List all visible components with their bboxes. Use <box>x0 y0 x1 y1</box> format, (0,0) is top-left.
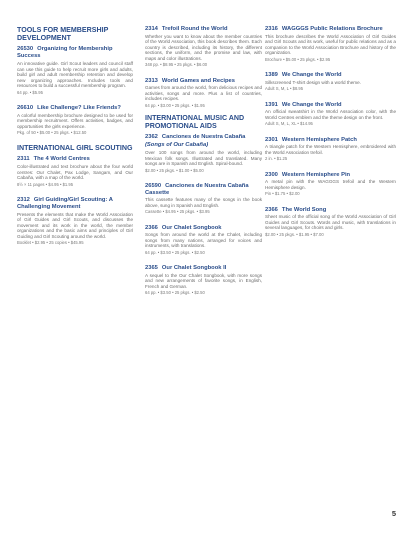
entry-price: 2 in. • $1.25 <box>265 156 288 162</box>
entry-price: Pkg. of 50 • $5.00 • 25 pkgs. • $12.50 <box>17 130 87 135</box>
entry-title-text: Our Chalet Songbook II <box>161 265 227 271</box>
entry-price: 348 pp. • $8.95 • 25 pkgs. • $6.00 <box>145 62 208 68</box>
entry-price: Adult S, M, L, XL • $14.95 <box>265 121 313 127</box>
catalog-entry <box>145 265 262 296</box>
spacer <box>145 215 262 221</box>
entry-title <box>145 225 262 232</box>
entry-number: 2366 <box>145 224 158 231</box>
entry-price: $2.00 • 25 pkgs. • $1.95 • $7.00 <box>265 231 324 237</box>
entry-price: Booklet • $2.95 • 25 copies • $45.95 <box>17 240 84 245</box>
entry-title <box>17 156 133 163</box>
entry-description: Sheet music of the official song of the World Association of Girl Guides and Girl Scouts. Words and music, with translations in several languages, for choirs and girls. <box>265 214 396 231</box>
spacer <box>265 197 396 203</box>
entry-number: 2314 <box>145 26 158 32</box>
entry-number: 1391 <box>265 101 278 108</box>
entry-title-text: Organizing for Membership Success <box>17 46 113 60</box>
entry-description: A colorful membership brochure designed to be used for membership recruitment. Offers activities, badges, and opportunities the girls experience. <box>17 112 133 129</box>
entry-description: This cassette features many of the songs in the book above, sung in Spanish and English. <box>145 197 262 208</box>
catalog-entry <box>265 72 396 92</box>
spacer <box>145 173 262 179</box>
entry-description: A metal pin with the WAGGGS trefoil and the Western Hemisphere design. <box>265 179 396 190</box>
entry-title <box>265 172 396 179</box>
entry-description: Songs from around the world at the Chalet, including songs from many nations, arranged for voices and instruments, with translations. <box>145 232 262 249</box>
entry-number: 26530 <box>17 46 34 53</box>
entry-title-text: Our Chalet Songbook <box>161 224 222 231</box>
entry-description: An innovative guide. Girl Scout leaders and council staff can use this guide to help recruit more girls and adults, build girl and adult membership retention and develop new organizing approaches. Includes tools and resources to build a successful membership program. <box>17 61 133 88</box>
entry-number: 2365 <box>145 265 158 271</box>
entry-title <box>145 134 262 141</box>
spacer <box>265 62 396 68</box>
entry-number: 2316 <box>265 26 278 32</box>
entry-price: Pin • $1.75 • $2.00 <box>265 191 300 197</box>
catalog-entry <box>265 137 396 162</box>
entry-title <box>265 207 396 214</box>
page-number: 5 <box>391 509 396 518</box>
entry-number: 1389 <box>265 72 278 78</box>
catalog-entry <box>265 26 396 62</box>
entry-number: 2362 <box>145 134 158 141</box>
catalog-entry <box>17 46 133 94</box>
entry-title <box>145 265 262 272</box>
catalog-entry <box>145 183 262 215</box>
entry-price: 64 pp. • $3.50 • 25 pkgs. • $2.50 <box>145 249 205 255</box>
entry-number: 26610 <box>17 104 34 111</box>
entry-title <box>265 102 396 109</box>
spacer <box>265 92 396 98</box>
entry-title-text: The World Song <box>281 206 327 213</box>
catalog-entry <box>265 102 396 127</box>
entry-description: Games from around the world, from delicious recipes and activities, songs and more. Plus a list of countries, includes recipes. <box>145 85 262 102</box>
section-heading-international: INTERNATIONAL GIRL SCOUTING <box>17 144 133 153</box>
entry-title-text: Like Challenge? Like Friends? <box>37 104 121 111</box>
spacer <box>17 95 133 101</box>
entry-title <box>265 137 396 144</box>
entry-title <box>145 26 262 33</box>
entry-number: 2300 <box>265 171 278 178</box>
entry-title <box>145 183 262 197</box>
entry-price: 8½ × 11 pages • $4.95 • $1.95 <box>17 181 74 187</box>
section-heading-music: INTERNATIONAL MUSIC AND PROMOTIONAL AIDS <box>145 114 245 131</box>
entry-description: Silkscreened T-shirt design with a world theme. <box>265 79 361 85</box>
entry-title <box>145 78 262 85</box>
entry-number: 2312 <box>17 196 30 203</box>
entry-title-text: Girl Guiding/Girl Scouting: A Challenging Movement <box>17 196 113 210</box>
spacer <box>145 68 262 74</box>
entry-number: 2366 <box>265 206 278 213</box>
entry-description: An official sweatshirt in the World Association color, with the World Centres emblem and the theme design on the front. <box>265 109 396 120</box>
entry-price: 64 pp. • $5.95 <box>17 89 43 95</box>
catalog-entry <box>265 207 396 238</box>
catalog-entry <box>17 105 133 136</box>
entry-title <box>265 26 396 33</box>
entry-description: A sequel to the Our Chalet Songbook, with more songs and new arrangements of favorite songs, in English, French and German. <box>145 272 262 289</box>
catalog-entry <box>17 197 133 245</box>
entry-title-text: Canciones de Nuestra Cabaña <box>161 134 246 141</box>
entry-price: Cassette • $4.95 • 25 pkgs. • $3.95 <box>145 209 210 215</box>
entry-price: 64 pp. • $3.50 • 25 pkgs. • $2.50 <box>145 290 205 296</box>
entry-title <box>17 46 133 60</box>
entry-price: $2.00 • 25 pkgs. • $1.00 • $5.00 <box>145 167 204 173</box>
entry-title-text: Western Hemisphere Pin <box>281 171 351 178</box>
catalog-entry <box>145 134 262 172</box>
entry-title-text: WAGGGS Public Relations Brochure <box>281 26 383 32</box>
entry-price: 64 pp. • $3.00 • 25 pkgs. • $1.95 <box>145 102 205 108</box>
entry-title-text: Canciones de Nuestra Cabaña Cassette <box>145 182 249 196</box>
entry-title <box>265 72 396 79</box>
entry-title-text: We Change the World <box>281 72 342 78</box>
spacer <box>17 187 133 193</box>
entry-title-text: Trefoil Round the World <box>161 26 228 32</box>
entry-title <box>17 105 133 112</box>
entry-description: Over 100 songs from around the world, including Mexican folk songs. Illustrated and translated. Many songs are in Spanish and English. Spiral-bound. <box>145 150 262 166</box>
entry-description: A triangle patch for the Western Hemisphere, embroidered with the World Association trefoil. <box>265 144 396 155</box>
entry-title-text: The 4 World Centres <box>33 156 90 163</box>
entry-description: Whether you want to know about the member countries of the World Association, this book describes them. Each country is described, including its history, the different sections, the uniform, and the promise and law, with maps and color illustrations. <box>145 33 262 61</box>
spacer <box>265 162 396 168</box>
spacer <box>265 127 396 133</box>
entry-number: 2311 <box>17 156 30 163</box>
catalog-entry <box>265 172 396 197</box>
catalog-entry <box>145 78 262 109</box>
entry-title <box>17 197 133 211</box>
entry-description: This brochure describes the World Association of Girl Guides and Girl Scouts and its work, useful for public relations and as a companion to the World Association Brochure and history of the organization. <box>265 33 396 56</box>
catalog-entry <box>145 225 262 256</box>
entry-number: 2313 <box>145 77 158 84</box>
column-middle <box>145 26 262 296</box>
column-left <box>17 26 133 245</box>
catalog-entry <box>17 156 133 187</box>
spacer <box>145 255 262 261</box>
column-right <box>265 26 396 237</box>
entry-price: Adult S, M, L • $8.95 <box>265 86 304 92</box>
entry-title-text: We Change the World <box>281 101 342 108</box>
entry-description: Presents the elements that make the World Association of Girl Guides and Girl Scouts, and discusses the movement and its work in the world, the member organizations and the basic aims and principles of Girl Guiding and Girl Scouting around the world. <box>17 211 133 239</box>
entry-number: 2301 <box>265 136 278 143</box>
entry-description: Color-illustrated and text brochure about the four world centres: Our Chalet, Pax Lodge, Sangam, and Our Cabaña, with a map of the world. <box>17 164 133 181</box>
entry-subtitle: (Songs of Our Cabaña) <box>145 142 209 149</box>
section-heading-membership: TOOLS FOR MEMBERSHIP DEVELOPMENT <box>17 26 109 43</box>
catalog-entry <box>145 26 262 68</box>
spacer <box>17 135 133 144</box>
entry-price: Brochure • $5.00 • 25 pkgs. • $2.95 <box>265 56 331 62</box>
entry-title-text: World Games and Recipes <box>161 77 235 84</box>
entry-number: 26590 <box>145 182 162 189</box>
entry-title-text: Western Hemisphere Patch <box>281 136 357 143</box>
